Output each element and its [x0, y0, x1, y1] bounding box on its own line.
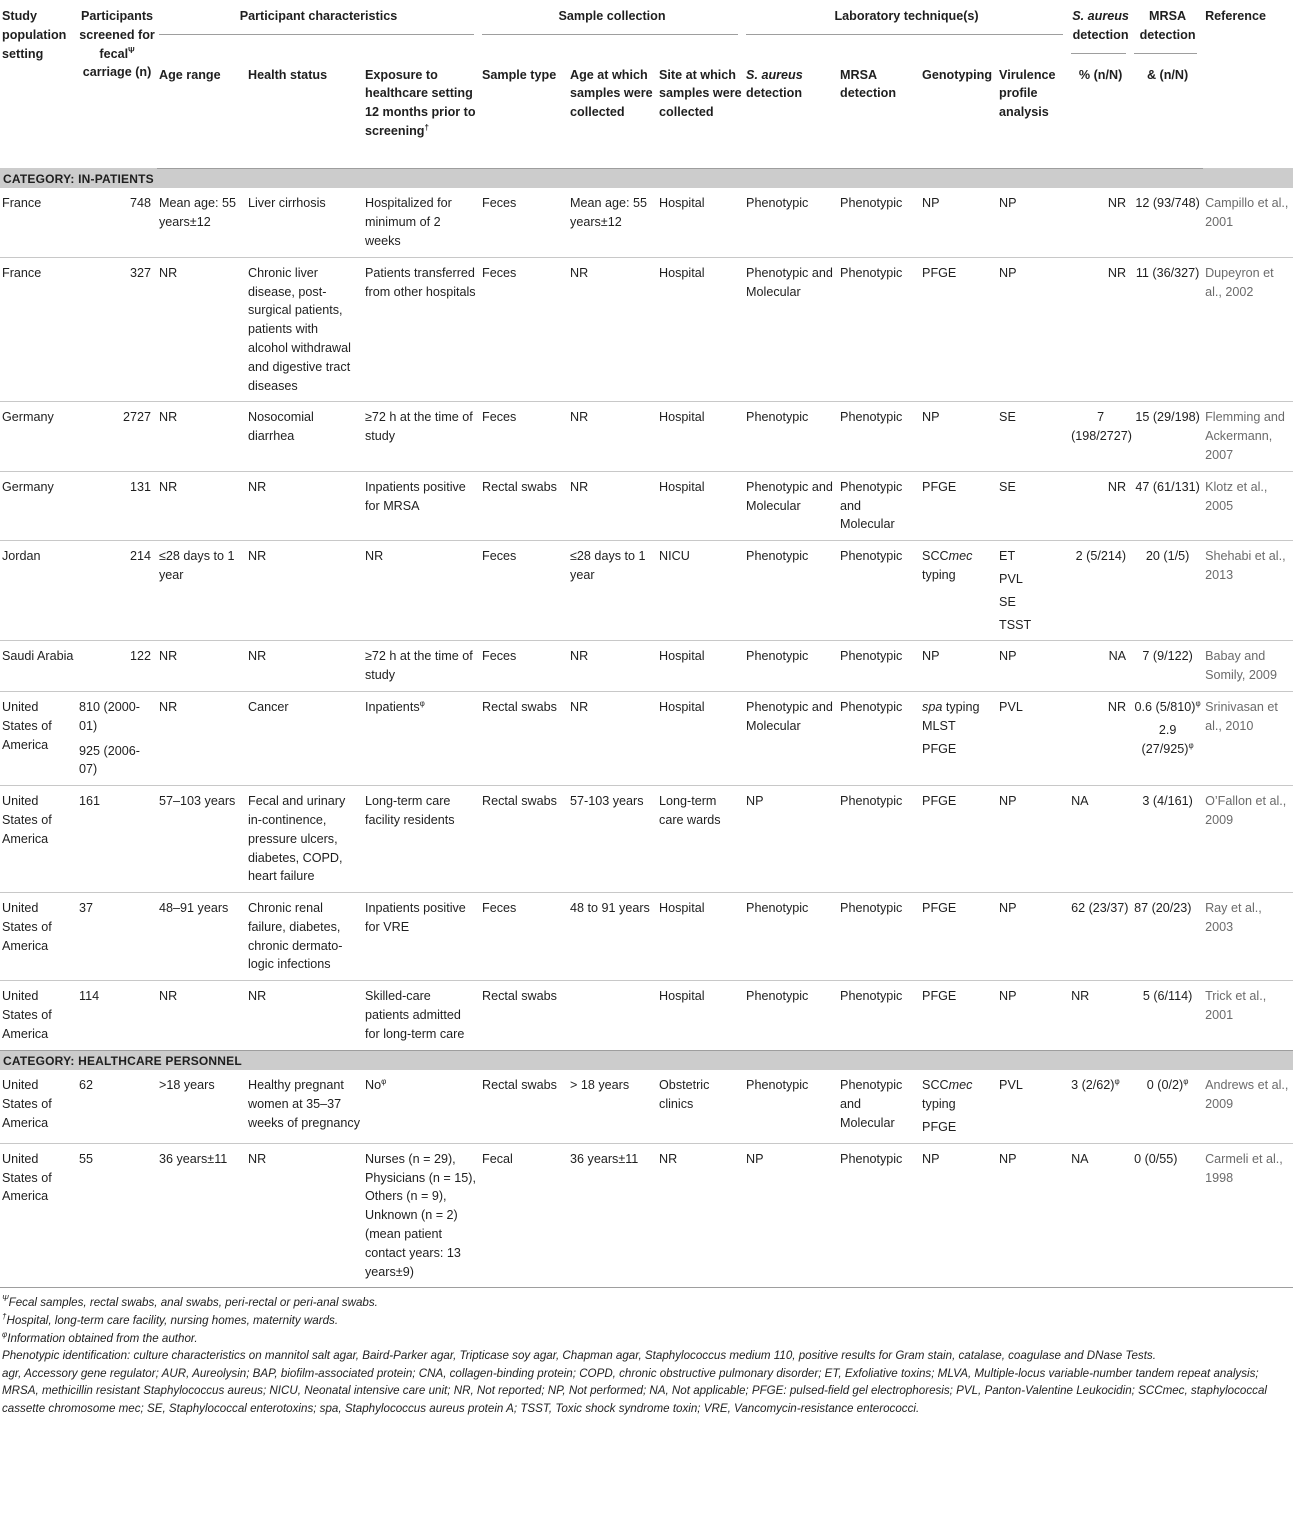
- footnote-dagger: †Hospital, long-term care facility, nursing homes, maternity wards.: [2, 1312, 339, 1328]
- header-group-sa: S. aureus detection: [1069, 0, 1132, 60]
- table-row: United States of America 114 NR NR Skilled-care patients admitted for long-term care Rectal swabs Hospital Phenotypic Phenotypic PFGE NP NR 5 (6/114) Trick et al., 2001: [0, 981, 1293, 1050]
- header-mrsa-detection: MRSA detection: [838, 60, 920, 169]
- table-row: Jordan 214 ≤28 days to 1 year NR NR Feces ≤28 days to 1 year NICU Phenotypic Phenotypic SCCmec typing ET PVL SE TSST 2 (5/214) 20 (1/5) Shehabi et al., 2013: [0, 541, 1293, 641]
- header-genotyping: Genotyping: [920, 60, 997, 169]
- footnote-psi: $^\Psi$Fecal samples, rectal swabs, anal swabs, peri-rectal or peri-anal swabs.: [2, 1294, 378, 1310]
- header-group-lab: Laboratory technique(s): [744, 0, 1069, 60]
- header-age-range: Age range: [157, 60, 246, 169]
- header-study-setting: Study population setting: [2, 9, 67, 61]
- table-row: United States of America 37 48–91 years Chronic renal failure, diabetes, chronic dermato-logic infections Inpatients positive for VRE Feces 48 to 91 years Hospital Phenotypic Phenotypic PFGE NP 62 (23/37) 87 (20/23) Ray et al., 2003: [0, 893, 1293, 981]
- category-inpatients: CATEGORY: IN-PATIENTS: [0, 168, 1293, 188]
- header-group-participant: Participant characteristics: [157, 0, 480, 60]
- header-exposure: Exposure to healthcare setting 12 months prior to screening†: [363, 60, 480, 169]
- footnote-phenotypic: Phenotypic identification: culture characteristics on mannitol salt agar, Baird-Parker agar, Tripticase soy agar, Chapman agar, Staphylococcus medium 110, positive results for Gram stain, catalase, coagulase and DNase Tests.: [2, 1349, 1156, 1363]
- header-participants: Participants screened for fecal$^\Psi$ carriage (n): [79, 9, 155, 80]
- header-pct: % (n/N): [1069, 60, 1132, 169]
- table-row: France 748 Mean age: 55 years±12 Liver cirrhosis Hospitalized for minimum of 2 weeks Feces Mean age: 55 years±12 Hospital Phenotypic Phenotypic NP NP NR 12 (93/748) Campillo et al., 2001: [0, 188, 1293, 257]
- header-reference: Reference: [1205, 9, 1266, 23]
- header-amp: & (n/N): [1132, 60, 1203, 169]
- table-row: United States of America 161 57–103 years Fecal and urinary in-continence, pressure ulcers, diabetes, COPD, heart failure Long-term care facility residents Rectal swabs 57-103 years Long-term care wards NP Phenotypic PFGE NP NA 3 (4/161) O’Fallon et al., 2009: [0, 786, 1293, 893]
- header-row-1: [0, 0, 1293, 60]
- table-row: United States of America 810 (2000-01) 925 (2006-07) NR Cancer Inpatients$^\varphi$ Rectal swabs NR Hospital Phenotypic and Molecular Phenotypic spa typing MLST PFGE PVL NR 0.6 $(5/810)^\varphi$ 2.9 $(27/925)^\varphi$ Srinivasan et al., 2010: [0, 691, 1293, 785]
- table-row: United States of America 55 36 years±11 NR Nurses (n = 29), Physicians (n = 15), Others (n = 9), Unknown (n = 2) (mean patient contact years: 13 years±9) Fecal 36 years±11 NR NP Phenotypic NP NP NA 0 (0/55) Carmeli et al., 1998: [0, 1143, 1293, 1288]
- table-row: United States of America 62 >18 years Healthy pregnant women at 35–37 weeks of pregnancy $No^\varphi$ Rectal swabs > 18 years Obstetric clinics Phenotypic Phenotypic and Molecular SCCmec typing PFGE PVL 3 $(2/62)^\varphi$ 0 $(0/2)^\varphi$ Andrews et al., 2009: [0, 1070, 1293, 1143]
- header-health-status: Health status: [246, 60, 363, 169]
- table-row: Germany 2727 NR Nosocomial diarrhea ≥72 h at the time of study Feces NR Hospital Phenotypic Phenotypic NP SE 7 (198/2727) 15 (29/198) Flemming and Ackermann, 2007: [0, 402, 1293, 471]
- category-healthcare: CATEGORY: HEALTHCARE PERSONNEL: [0, 1050, 1293, 1070]
- header-group-sample: Sample collection: [480, 0, 744, 60]
- header-row-2: [0, 60, 1293, 169]
- header-virulence: Virulence profile analysis: [997, 60, 1069, 169]
- table-row: Germany 131 NR NR Inpatients positive for MRSA Rectal swabs NR Hospital Phenotypic and Molecular Phenotypic and Molecular PFGE SE NR 47 (61/131) Klotz et al., 2005: [0, 471, 1293, 540]
- footnote-abbreviations: agr, Accessory gene regulator; AUR, Aureolysin; BAP, biofilm-associated protein; CNA, collagen-binding protein; COPD, chronic obstructive pulmonary disorder; ET, Exfoliative toxins; MLVA, Multiple-locus variable-number tandem repeat analysis; MRSA, methicillin resistant Staphylococcus aureus; NICU, Neonatal intensive care unit; NR, Not reported; NP, Not performed; NA, Not applicable; PFGE: pulsed-field gel electrophoresis; PVL, Panton-Valentine Leukocidin; SCCmec, staphylococcal cassette chromosome mec; SE, Staphylococcal enterotoxins; spa, Staphylococcus aureus protein A; TSST, Toxic shock syndrome toxin; VRE, Vancomycin-resistance enterococci.: [2, 1366, 1267, 1415]
- table-footnotes: [0, 1288, 1293, 1417]
- header-site-collected: Site at which samples were collected: [657, 60, 744, 169]
- footnote-phi: $^\varphi$Information obtained from the author.: [2, 1329, 198, 1345]
- table-row: Saudi Arabia 122 NR NR ≥72 h at the time of study Feces NR Hospital Phenotypic Phenotypic NP NP NA 7 (9/122) Babay and Somily, 2009: [0, 641, 1293, 692]
- header-group-mrsa: MRSA detection: [1132, 0, 1203, 60]
- header-sample-type: Sample type: [480, 60, 568, 169]
- header-sa-detection: S. aureus detection: [744, 60, 838, 169]
- header-age-collected: Age at which samples were collected: [568, 60, 657, 169]
- table-row: France 327 NR Chronic liver disease, post-surgical patients, patients with alcohol withdrawal and digestive tract diseases Patients transferred from other hospitals Feces NR Hospital Phenotypic and Molecular Phenotypic PFGE NP NR 11 (36/327) Dupeyron et al., 2002: [0, 257, 1293, 402]
